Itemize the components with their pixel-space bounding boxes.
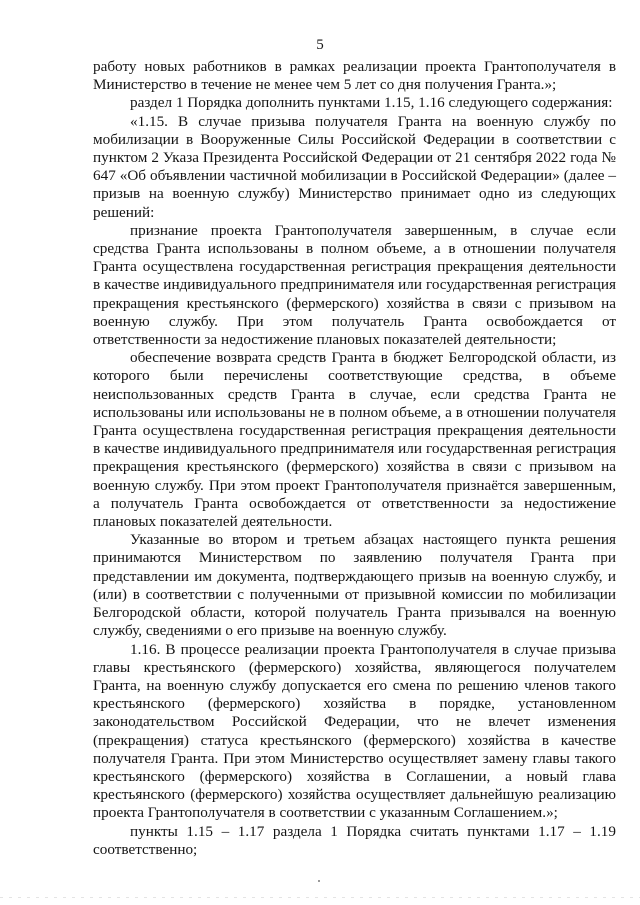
scan-bottom-edge xyxy=(0,897,640,898)
paragraph-decision-basis: Указанные во втором и третьем абзацах настоящего пункта решения принимаются Министерством по заявлению получателя Гранта при представлении им документа, подтверждающего призыв на военную службу, и (или) в соответствии с полученными от призывной комиссии по мобилизации Белгородской области, которой получатель Гранта призывался на военную службу, сведениями о его призыве на военную службу. xyxy=(93,531,616,640)
page-number: 5 xyxy=(316,37,324,53)
paragraph-decision-refund: обеспечение возврата средств Гранта в бюджет Белгородской области, из которого были перечислены соответствующие средства, в объеме неиспользованных средств Гранта в случае, если средства Гранта не использованы или использованы не в полном объеме, а в отношении получателя Гранта осуществлена государственная регистрация прекращения деятельности в качестве индивидуального предпринимателя или государственная регистрация прекращения крестьянского (фермерского) хозяйства в связи с призывом на военную службу. При этом проект Грантополучателя признаётся завершенным, а получатель Гранта освобождается от ответственности за недостижение плановых показателей деятельности. xyxy=(93,349,616,531)
paragraph-section-amendment: раздел 1 Порядка дополнить пунктами 1.15, 1.16 следующего содержания: xyxy=(130,94,613,112)
paragraph-clause-1-15: «1.15. В случае призыва получателя Гранта на военную службу по мобилизации в Вооруженные Силы Российской Федерации в соответствии с пунктом 2 Указа Президента Российской Федерации от 21 сентября 2022 года № 647 «Об объявлении частичной мобилизации в Российской Федерации» (далее – призыв на военную службу) Министерство принимает одно из следующих решений: xyxy=(93,112,616,221)
paragraph-clause-1-16: 1.16. В процессе реализации проекта Грантополучателя в случае призыва главы крестьянского (фермерского) хозяйства, являющегося получателем Гранта, на военную службу допускается его смена по решению членов такого крестьянского (фермерского) хозяйства в порядке, установленном законодательством Российской Федерации, что не влечет изменения (прекращения) статуса крестьянского (фермерского) хозяйства в качестве получателя Гранта. При этом Министерство осуществляет замену главы такого крестьянского (фермерского) хозяйства в Соглашении, а новый глава крестьянского (фермерского) хозяйства осуществляет дальнейшую реализацию проекта Грантополучателя в соответствии с указанным Соглашением.»; xyxy=(93,640,616,822)
document-body xyxy=(93,58,616,859)
paragraph-continuation: работу новых работников в рамках реализации проекта Грантополучателя в Министерство в течение не менее чем 5 лет со дня получения Гранта.»; xyxy=(93,58,616,94)
paragraph-decision-completion: признание проекта Грантополучателя завершенным, в случае если средства Гранта использованы в полном объеме, а в отношении получателя Гранта осуществлена государственная регистрация прекращения деятельности в качестве индивидуального предпринимателя или государственная регистрация прекращения крестьянского (фермерского) хозяйства в связи с призывом на военную службу. При этом получатель Гранта освобождается от ответственности за недостижение плановых показателей деятельности; xyxy=(93,221,616,349)
scan-dot xyxy=(318,880,320,882)
paragraph-renumbering: пункты 1.15 – 1.17 раздела 1 Порядка считать пунктами 1.17 – 1.19 соответственно; xyxy=(93,822,616,858)
